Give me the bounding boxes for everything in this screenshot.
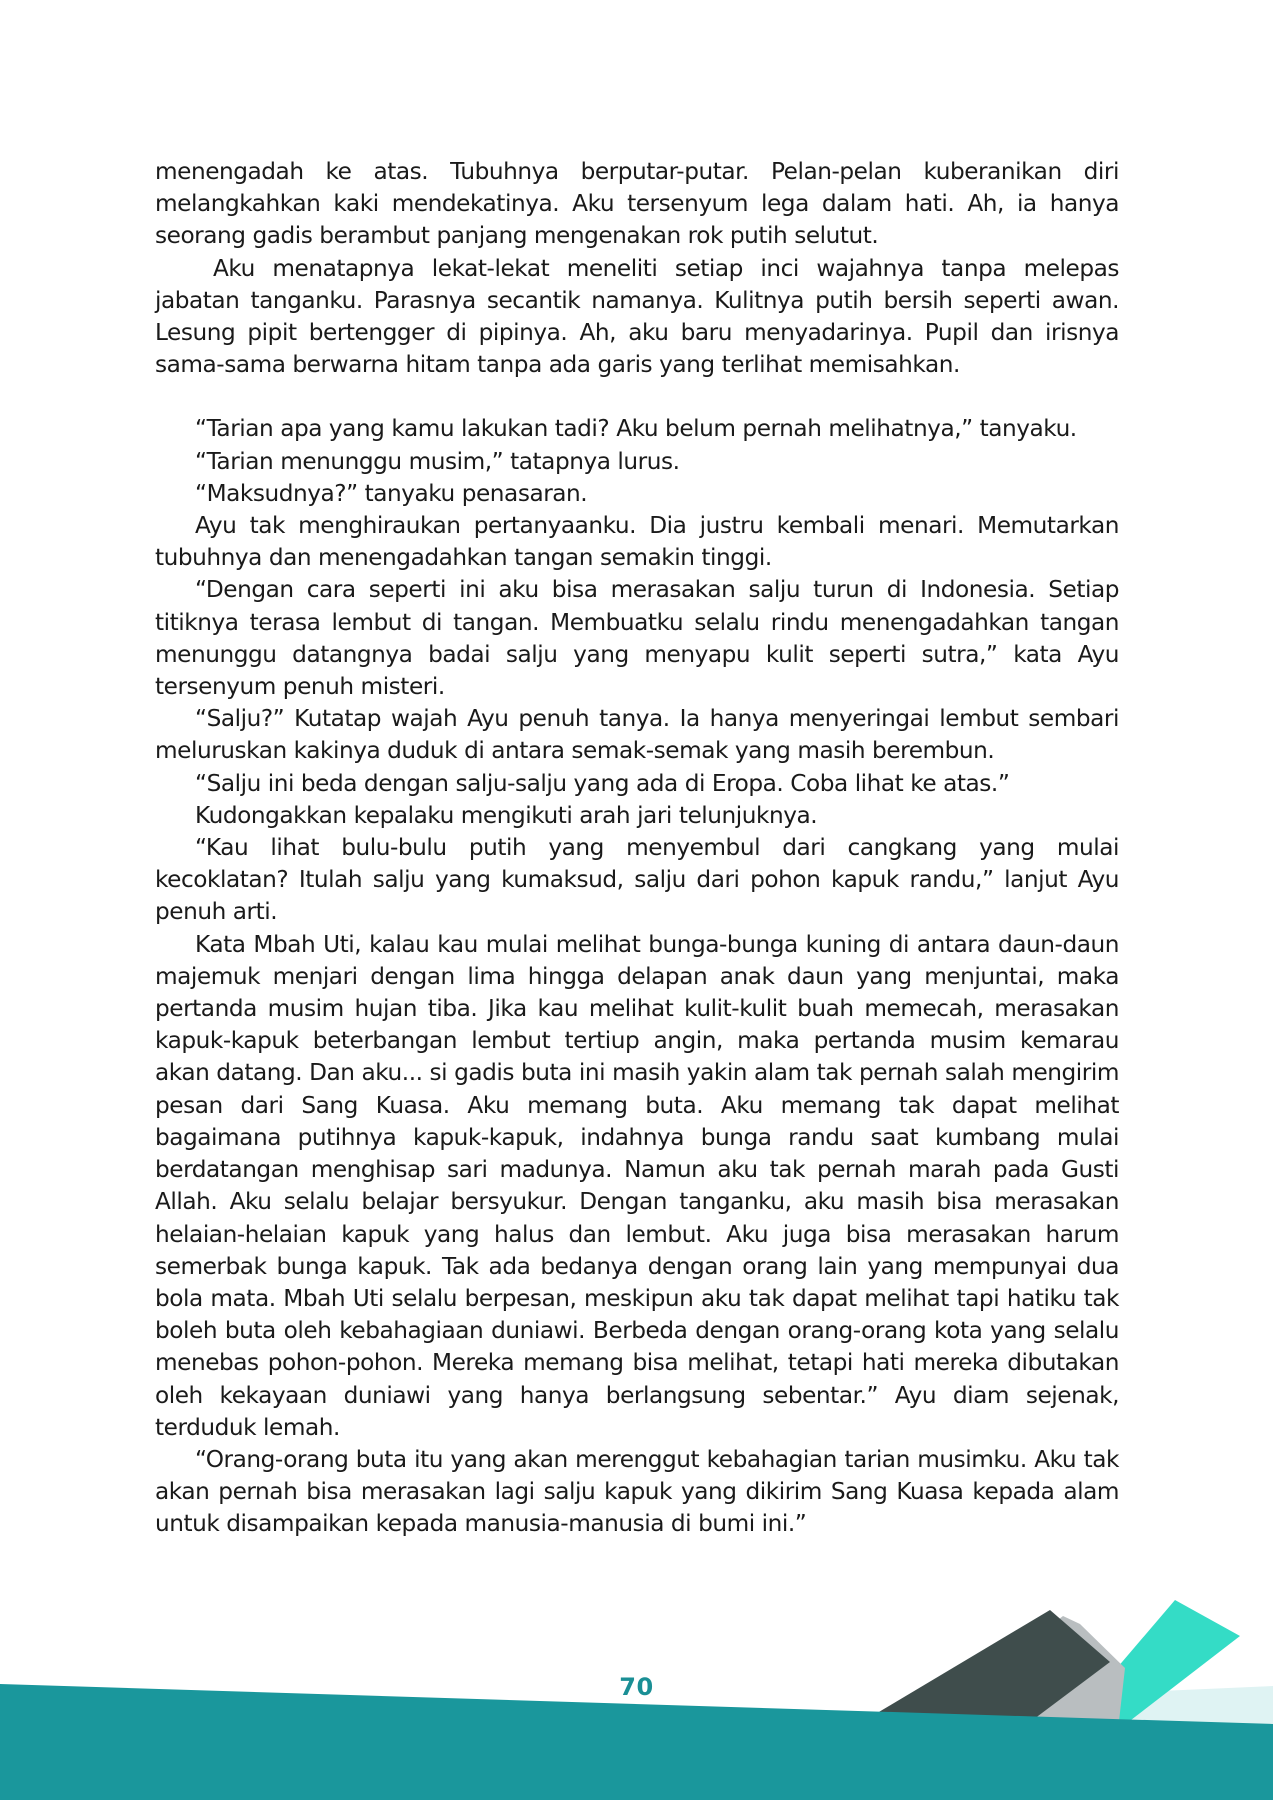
paragraph-gap: [155, 381, 1119, 413]
paragraph: “Orang-orang buta itu yang akan merenggut kebahagian tarian musimku. Aku tak akan pernah bisa merasakan lagi salju kapuk yang dikirim Sang Kuasa kepada alam untuk disampaikan kepada manusia-manusia di bumi ini.”: [155, 1445, 1119, 1538]
paragraph: “Tarian menunggu musim,” tatapnya lurus.: [195, 447, 680, 475]
paragraph: Aku menatapnya lekat-lekat meneliti setiap inci wajahnya tanpa melepas jabatan tanganku. Parasnya secantik namanya. Kulitnya putih bersih seperti awan. Lesung pipit bertengger di pipinya. Ah, aku baru menyadarinya. Pupil dan irisnya sama-sama berwarna hitam tanpa ada garis yang terlihat memisahkan.: [155, 254, 1119, 379]
paragraph-continuation: menengadah ke atas. Tubuhnya berputar-putar. Pelan-pelan kuberanikan diri melangkahkan kaki mendekatinya. Aku tersenyum lega dalam hati. Ah, ia hanya seorang gadis berambut panjang mengenakan rok putih selutut.: [155, 158, 1119, 250]
body-text: [155, 156, 1119, 1541]
paragraph: “Dengan cara seperti ini aku bisa merasakan salju turun di Indonesia. Setiap titiknya terasa lembut di tangan. Membuatku selalu rindu menengadahkan tangan menunggu datangnya badai salju yang menyapu kulit seperti sutra,” kata Ayu tersenyum penuh misteri.: [155, 576, 1119, 701]
paragraph: Kudongakkan kepalaku mengikuti arah jari telunjuknya.: [195, 801, 818, 829]
paragraph: Kata Mbah Uti, kalau kau mulai melihat bunga-bunga kuning di antara daun-daun majemuk menjari dengan lima hingga delapan anak daun yang menjuntai, maka pertanda musim hujan tiba. Jika kau melihat kulit-kulit buah memecah, merasakan kapuk-kapuk beterbangan lembut tertiup angin, maka pertanda musim kemarau akan datang. Dan aku... si gadis buta ini masih yakin alam tak pernah salah mengirim pesan dari Sang Kuasa. Aku memang buta. Aku memang tak dapat melihat bagaimana putihnya kapuk-kapuk, indahnya bunga randu saat kumbang mulai berdatangan menghisap sari madunya. Namun aku tak pernah marah pada Gusti Allah. Aku selalu belajar bersyukur. Dengan tanganku, aku masih bisa merasakan helaian-helaian kapuk yang halus dan lembut. Aku juga bisa merasakan harum semerbak bunga kapuk. Tak ada bedanya dengan orang lain yang mempunyai dua bola mata. Mbah Uti selalu berpesan, meskipun aku tak dapat melihat tapi hatiku tak boleh buta oleh kebahagiaan duniawi. Berbeda dengan orang-orang kota yang selalu menebas pohon-pohon. Mereka memang bisa melihat, tetapi hati mereka dibutakan oleh kekayaan duniawi yang hanya berlangsung sebentar.” Ayu diam sejenak, terduduk lemah.: [155, 930, 1119, 1441]
paragraph: Ayu tak menghiraukan pertanyaanku. Dia justru kembali menari. Memutarkan tubuhnya dan menengadahkan tangan semakin tinggi.: [155, 512, 1119, 572]
paragraph: “Maksudnya?” tanyaku penasaran.: [195, 479, 588, 507]
paragraph: “Salju?” Kutatap wajah Ayu penuh tanya. Ia hanya menyeringai lembut sembari meluruskan kakinya duduk di antara semak-semak yang masih berembun.: [155, 705, 1119, 765]
page-number: 70: [619, 1673, 654, 1701]
paragraph: “Tarian apa yang kamu lakukan tadi? Aku belum pernah melihatnya,” tanyaku.: [195, 415, 1077, 443]
paragraph: “Kau lihat bulu-bulu putih yang menyembul dari cangkang yang mulai kecoklatan? Itulah salju yang kumaksud, salju dari pohon kapuk randu,” lanjut Ayu penuh arti.: [155, 834, 1119, 926]
paragraph: “Salju ini beda dengan salju-salju yang ada di Eropa. Coba lihat ke atas.”: [195, 769, 1010, 797]
